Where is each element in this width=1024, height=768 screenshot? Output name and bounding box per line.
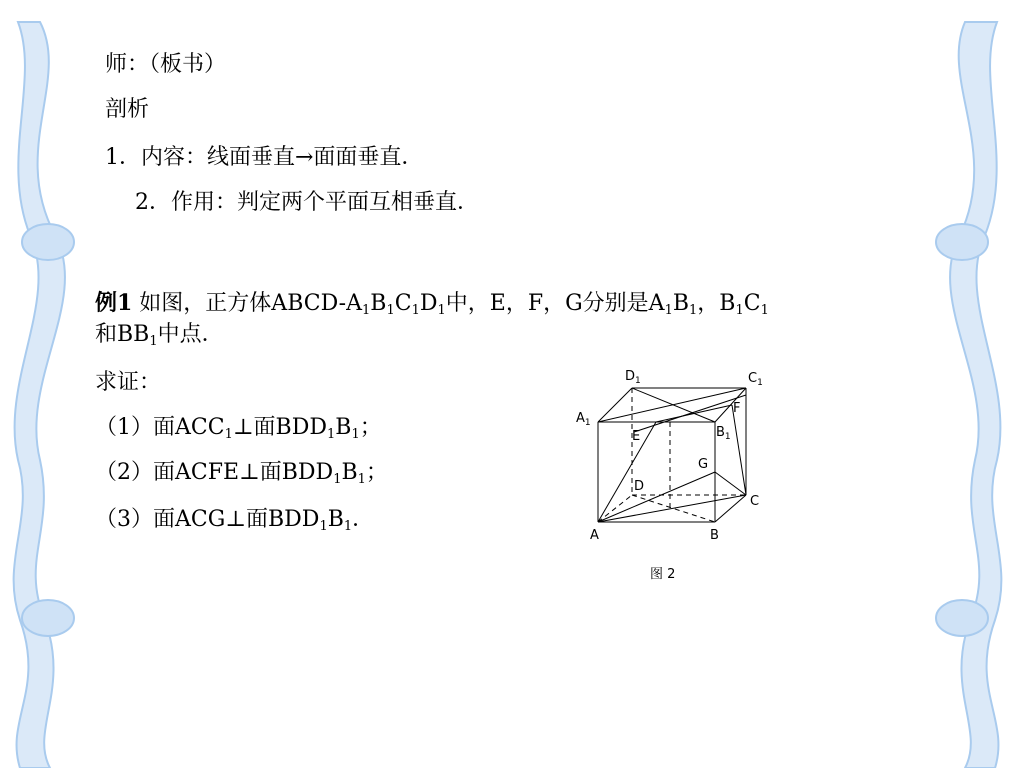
edge-a-d-hidden [598, 495, 632, 522]
segment-a-g [598, 472, 715, 522]
segment-g-c [715, 472, 746, 495]
claim-1: （1）面$ACC_1\perp$面$BDD_1B_1$； [95, 415, 382, 442]
figure-caption: 图 2 [650, 567, 676, 582]
segment-a-e [598, 422, 656, 522]
label-b: B [710, 528, 719, 543]
edge-a1-d1 [598, 388, 632, 422]
right-loop-ornament-top [936, 224, 988, 260]
right-loop-ornament-bottom [936, 600, 988, 636]
content-item-1: 1．内容：线面垂直→面面垂直． [105, 145, 424, 170]
left-loop-ornament-bottom [22, 600, 74, 636]
segment-e-f [656, 405, 732, 422]
diagonal-d1-b1 [632, 388, 715, 422]
label-a1: $A_1$ [576, 411, 591, 428]
diagonal-a1-c1 [598, 388, 746, 422]
segment-f-c [732, 405, 746, 495]
example-label: 例1 [95, 290, 133, 316]
claim-2: （2）面ACFE⊥面$BDD_1B_1$； [95, 460, 388, 487]
right-wavy-ribbon [950, 22, 1001, 768]
prove-heading: 求证： [95, 370, 162, 395]
label-d: D [634, 479, 645, 494]
content-item-2: 2．作用：判定两个平面互相垂直． [135, 190, 479, 215]
edge-b-c [715, 495, 746, 522]
label-f: F [733, 401, 741, 416]
label-b1: $B_1$ [716, 425, 731, 442]
analysis-heading: 剖析 [105, 97, 150, 122]
claim-3: （3）面ACG⊥面$BDD_1B_1$． [95, 507, 375, 534]
diagonal-a-c [598, 495, 746, 522]
label-e: E [632, 429, 641, 444]
label-d1: $D_1$ [625, 369, 641, 386]
teacher-line: 师：（板书） [105, 52, 227, 77]
label-c1: $C_1$ [748, 371, 763, 388]
label-c: C [750, 494, 760, 509]
example-line-1: 例1 如图，正方体ABCD-$A_1B_1C_1D_1$中，E，F，G分别是$A_1B_1$，$B_1C_1$ [95, 290, 769, 318]
example-line-2: 和$BB_1$中点． [95, 322, 224, 349]
left-wavy-ribbon [14, 22, 65, 768]
cube-figure [570, 360, 790, 590]
label-a: A [590, 528, 599, 543]
label-g: G [698, 457, 709, 472]
left-loop-ornament-top [22, 224, 74, 260]
